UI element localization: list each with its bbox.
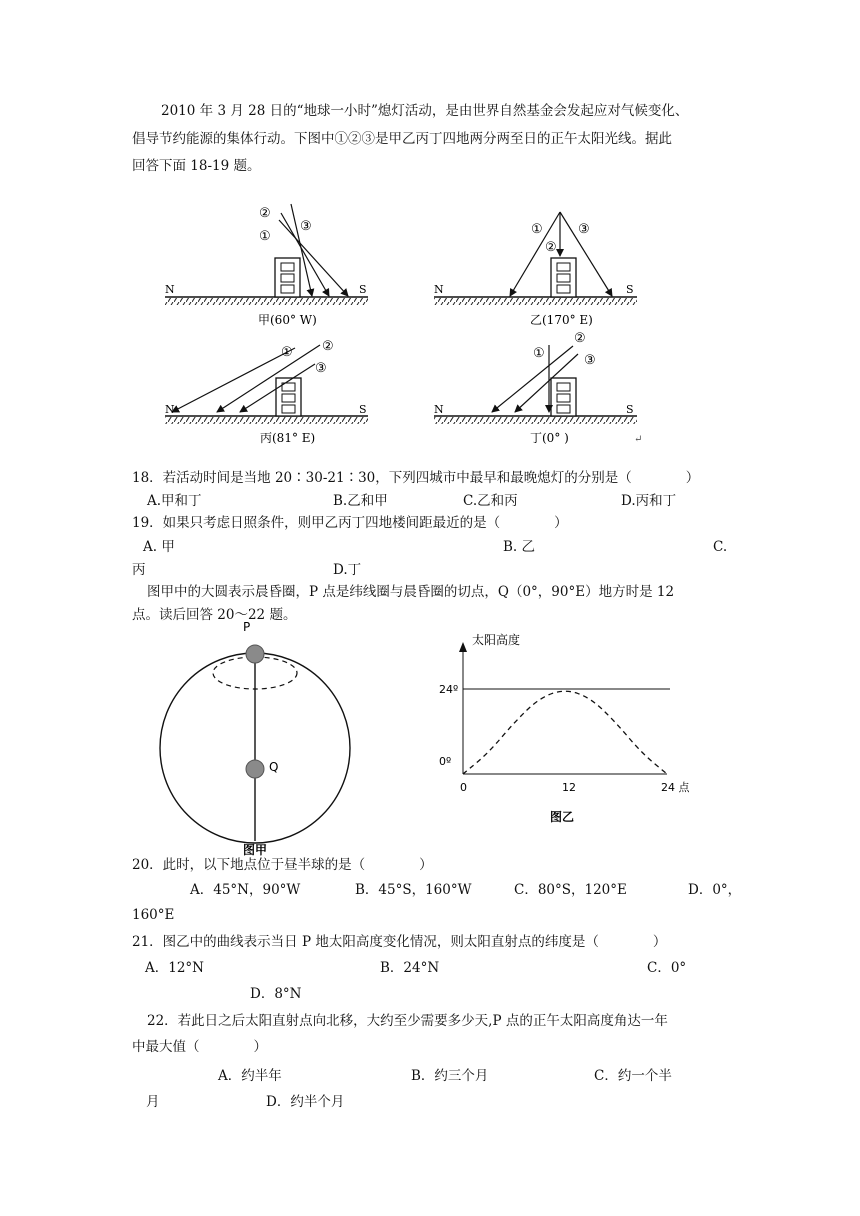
- q20-option-d: D．0°，: [688, 882, 742, 898]
- jia-label-3: ③: [300, 219, 312, 234]
- q22-option-d: D．约半个月: [266, 1094, 345, 1110]
- q19-option-d: D.丁: [333, 562, 362, 578]
- bing-label-3: ③: [315, 361, 327, 376]
- ding-label-3: ③: [584, 353, 596, 368]
- q19-option-c: C.: [713, 539, 728, 555]
- jia-north: N: [165, 283, 175, 296]
- bing-caption: 丙(81° E): [260, 431, 316, 445]
- diagram-jia: [165, 204, 368, 327]
- ding-caption: 丁(0° ): [530, 431, 569, 445]
- y-axis-label: 太阳高度: [472, 633, 521, 647]
- yi-south: S: [626, 283, 634, 296]
- diagram-yi: [434, 212, 637, 327]
- q22-option-b: B．约三个月: [411, 1068, 489, 1084]
- yi-north: N: [434, 283, 444, 296]
- ding-label-1: ①: [533, 346, 545, 361]
- intro-line-1: 2010 年 3 月 28 日的“地球一小时”熄灯活动，是由世界自然基金会发起应对气候变化、: [161, 103, 689, 119]
- bing-label-2: ②: [322, 339, 334, 354]
- q19-option-a: A. 甲: [143, 539, 175, 555]
- ding-south: S: [626, 403, 634, 416]
- yi-label-1: ①: [531, 222, 543, 237]
- diagram-bing: [165, 339, 368, 445]
- q18-option-c: C.乙和丙: [463, 493, 518, 509]
- return-mark: ↵: [634, 434, 643, 445]
- q-label: Q: [269, 760, 279, 774]
- q21-stem: 21．图乙中的曲线表示当日 P 地太阳高度变化情况，则太阳直射点的纬度是（ ）: [132, 934, 667, 950]
- series-curve: [463, 691, 667, 774]
- q19-stem: 19．如果只考虑日照条件，则甲乙丙丁四地楼间距最近的是（ ）: [132, 515, 568, 531]
- q22-option-c: C．约一个半: [594, 1068, 672, 1084]
- figure-yi-caption: 图乙: [550, 810, 575, 824]
- yi-label-2: ②: [545, 240, 557, 255]
- x-tick-label: 12: [562, 781, 576, 794]
- figure-jia-caption: 图甲: [243, 843, 268, 857]
- point-p: [246, 645, 264, 663]
- x-tick-label: 0: [460, 781, 467, 794]
- jia-label-1: ①: [259, 229, 271, 244]
- q22-option-c-cont: 月: [146, 1094, 160, 1110]
- diagram-ding: [434, 331, 642, 445]
- jia-label-2: ②: [259, 206, 271, 221]
- q22-option-a: A．约半年: [218, 1068, 282, 1084]
- q18-option-b: B.乙和甲: [333, 493, 388, 509]
- q21-option-d: D．8°N: [250, 986, 302, 1002]
- jia-caption: 甲(60° W): [258, 313, 317, 327]
- q20-option-b: B．45°S，160°W: [355, 882, 472, 898]
- y-tick-label: 0º: [439, 755, 452, 768]
- ding-label-2: ②: [574, 331, 586, 346]
- q20-stem: 20．此时，以下地点位于昼半球的是（ ）: [132, 857, 433, 873]
- q18-stem: 18．若活动时间是当地 20∶30-21∶30，下列四城市中最早和最晚熄灯的分别是（ ）: [132, 470, 700, 486]
- yi-caption: 乙(170° E): [530, 313, 593, 327]
- bing-label-1: ①: [281, 345, 293, 360]
- q22-line-1: 22．若此日之后太阳直射点向北移，大约至少需要多少天,P 点的正午太阳高度角达一年: [147, 1013, 668, 1029]
- q21-option-b: B．24°N: [380, 960, 440, 976]
- q20-option-d-cont: 160°E: [132, 907, 175, 923]
- ding-north: N: [434, 403, 444, 416]
- p-label: P: [243, 620, 251, 634]
- x-tick-label: 24 点: [661, 781, 690, 794]
- intro-line-2: 倡导节约能源的集体行动。下图中①②③是甲乙丙丁四地两分两至日的正午太阳光线。据此: [132, 131, 672, 147]
- sunlight-diagrams: [0, 190, 860, 450]
- q19-option-b: B. 乙: [503, 539, 536, 555]
- q22-line-2: 中最大值（ ）: [132, 1039, 267, 1055]
- jia-south: S: [359, 283, 367, 296]
- intro2-line-2: 点。读后回答 20～22 题。: [132, 607, 297, 623]
- bing-north: N: [165, 403, 175, 416]
- y-tick-label: 24º: [439, 683, 459, 696]
- point-q: [246, 760, 264, 778]
- q18-option-a: A.甲和丁: [147, 493, 202, 509]
- bing-south: S: [359, 403, 367, 416]
- q21-option-c: C．0°: [647, 960, 687, 976]
- figure-jia: [150, 618, 365, 858]
- q19-option-c-cont: 丙: [132, 562, 146, 578]
- q18-option-d: D.丙和丁: [621, 493, 677, 509]
- yi-label-3: ③: [578, 222, 590, 237]
- q21-option-a: A．12°N: [145, 960, 204, 976]
- intro-line-3: 回答下面 18-19 题。: [132, 158, 261, 174]
- q20-option-a: A．45°N，90°W: [190, 882, 301, 898]
- q20-option-c: C．80°S，120°E: [514, 882, 627, 898]
- figure-yi-chart: [410, 628, 710, 828]
- intro2-line-1: 图甲中的大圆表示晨昏圈，P 点是纬线圈与晨昏圈的切点，Q（0°，90°E）地方时是 12: [147, 584, 675, 600]
